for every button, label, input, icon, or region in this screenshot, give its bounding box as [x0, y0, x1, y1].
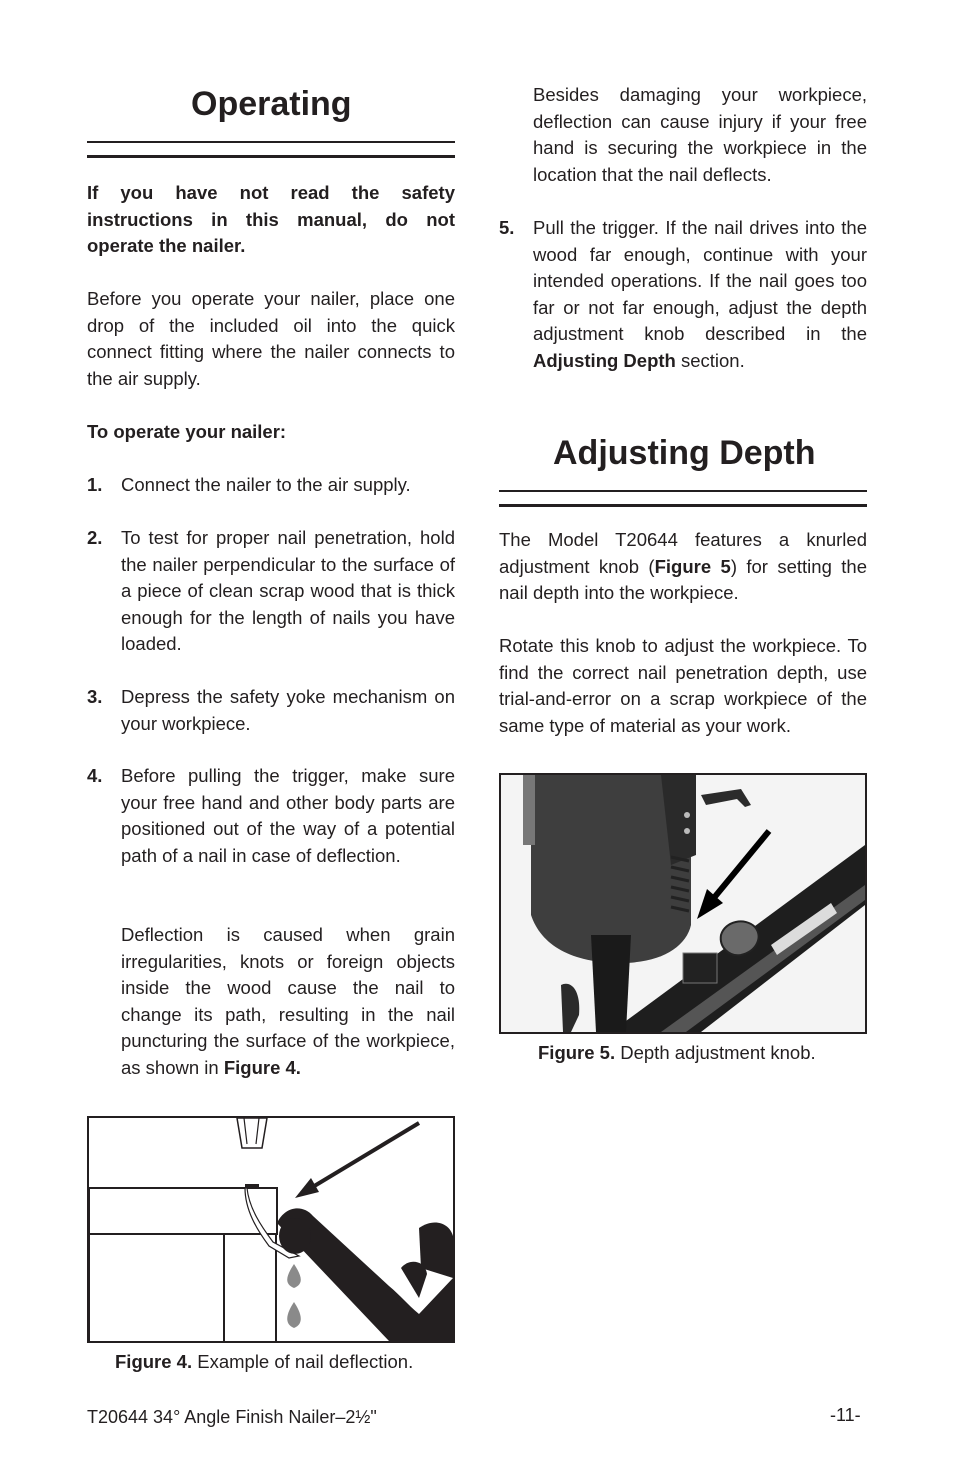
- knob-intro-paragraph: [499, 527, 867, 607]
- step-text: To test for proper nail penetration, hold the nailer perpendicular to the surface of a piece of clean scrap wood that is thick enough for the length of nails you have loaded.: [121, 527, 455, 654]
- operating-heading: Operating: [191, 85, 352, 123]
- step-2: [87, 525, 455, 658]
- step-text: Connect the nailer to the air supply.: [121, 474, 411, 495]
- figure-4-reference: Figure 4.: [223, 1056, 301, 1078]
- deflection-text: Deflection is caused when grain irregularities, knots or foreign objects inside the wood cause the nail to change its path, resulting in the nail puncturing the surface of the workpiece, as shown in: [121, 924, 455, 1078]
- deflection-paragraph: [121, 922, 455, 1081]
- figure-5-depth-knob-photo: [499, 773, 867, 1034]
- caption-text: Depth adjustment knob.: [615, 1042, 816, 1063]
- step-1: [87, 472, 455, 499]
- footer-model: T20644 34° Angle Finish Nailer–2½": [87, 1407, 377, 1427]
- step-5: [499, 215, 867, 375]
- deflection-injury-paragraph: Besides damaging your workpiece, deflection can cause injury if your free hand is securing the workpiece in the location that the nail deflects.: [533, 84, 867, 185]
- knob-intro-b: ) for setting the nail depth into the workpiece.: [499, 555, 867, 603]
- heading-rule-thick: [87, 155, 455, 158]
- heading-rule-thin: [499, 490, 867, 492]
- adjusting-depth-reference: Adjusting Depth: [533, 349, 676, 371]
- heading-rule-thick: [499, 504, 867, 507]
- adjusting-depth-heading: Adjusting Depth: [553, 434, 816, 472]
- figure-5-caption: [538, 1040, 816, 1067]
- footer-page-number: -11-: [830, 1405, 861, 1425]
- step-number: 5.: [499, 217, 515, 238]
- safety-warning: If you have not read the safety instructions in this manual, do not operate the nailer.: [87, 182, 455, 256]
- figure-4-caption: [115, 1349, 413, 1376]
- caption-text: Example of nail deflection.: [192, 1351, 414, 1372]
- steps-heading: To operate your nailer:: [87, 421, 287, 442]
- step-5-tail: section.: [675, 349, 745, 371]
- figure-4-nail-deflection: [87, 1116, 455, 1343]
- step-text: Depress the safety yoke mechanism on your workpiece.: [121, 686, 455, 734]
- step-text: [533, 215, 867, 374]
- step-4: [87, 763, 455, 896]
- figure-5-reference: Figure 5: [654, 555, 731, 577]
- rotate-knob-paragraph: Rotate this knob to adjust the workpiece. To find the correct nail penetration depth, use trial-and-error on a scrap workpiece of the same type of material as your work.: [499, 635, 867, 736]
- step-number: 4.: [87, 765, 103, 786]
- step-number: 2.: [87, 527, 103, 548]
- step-text: Before pulling the trigger, make sure your free hand and other body parts are positioned out of the way of a potential path of a nail in case of deflection.: [121, 765, 455, 866]
- intro-paragraph: Before you operate your nailer, place one drop of the included oil into the quick connect fitting where the nailer connects to the air supply.: [87, 288, 455, 389]
- nail-deflection-illustration: [89, 1118, 453, 1341]
- step-number: 3.: [87, 686, 103, 707]
- heading-rule-thin: [87, 141, 455, 143]
- caption-label: Figure 5.: [538, 1042, 616, 1063]
- depth-adjustment-knob-photo: [501, 775, 865, 1032]
- step-3: [87, 684, 455, 738]
- knob-intro-a: The Model T20644 features a knurled adjustment knob (: [499, 529, 867, 577]
- step-5-text: Pull the trigger. If the nail drives into the wood far enough, continue with your intended operations. If the nail goes too far or not far enough, adjust the depth adjustment knob described in the: [533, 217, 867, 344]
- caption-label: Figure 4.: [115, 1351, 193, 1372]
- step-number: 1.: [87, 474, 103, 495]
